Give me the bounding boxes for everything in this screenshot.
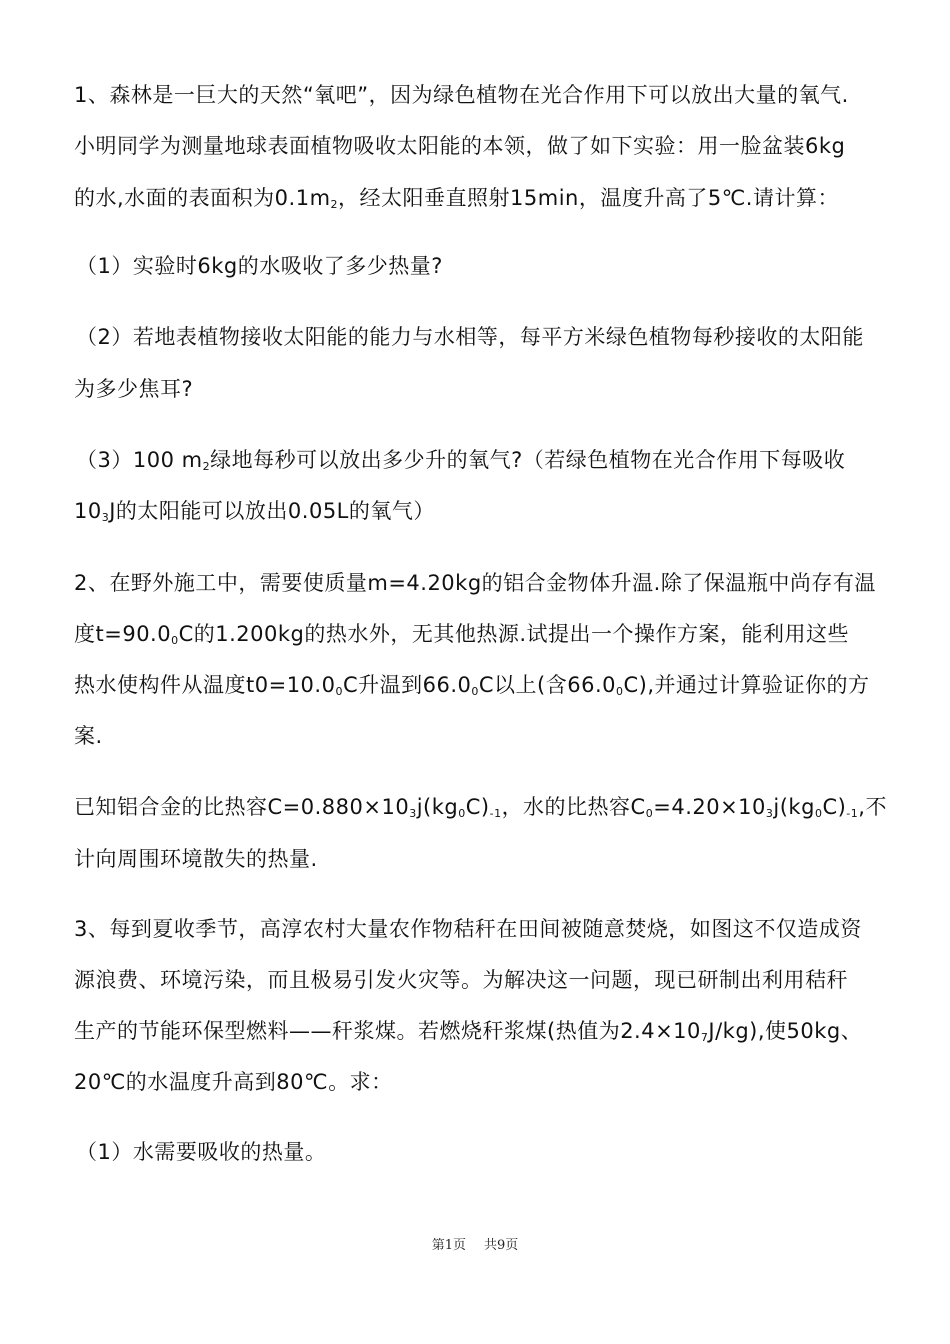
q3-line-2: 源浪费、环境污染，而且极易引发火灾等。为解决这一问题，现已研制出利用秸秆 [74,968,848,992]
q3-line-4: 20℃的水温度升高到80℃。求： [74,1070,393,1094]
page-total: 共9页 [484,1238,519,1253]
q1-line-2: 小明同学为测量地球表面植物吸收太阳能的本领，做了如下实验：用一脸盆装6kg [74,134,846,158]
q1-subquestion-3-line-1: （3）100 m2绿地每秒可以放出多少升的氧气?（若绿色植物在光合作用下每吸收 [76,448,846,473]
q1-subquestion-3-line-2: 103J的太阳能可以放出0.05L的氧气） [74,499,435,524]
q1-line-3: 的水,水面的表面积为0.1m2，经太阳垂直照射15min，温度升高了5℃.请计算： [74,186,839,211]
page-footer [0,1234,950,1253]
q1-line-1: 1、森林是一巨大的天然“氧吧”，因为绿色植物在光合作用下可以放出大量的氧气. [74,83,849,107]
q1-subquestion-2-line-2: 为多少焦耳? [74,377,194,401]
q1-subquestion-1: （1）实验时6kg的水吸收了多少热量? [76,254,443,278]
q2-line-6: 计向周围环境散失的热量. [74,847,318,871]
q3-line-1: 3、每到夏收季节，高淳农村大量农作物秸秆在田间被随意焚烧，如图这不仅造成资 [74,917,862,941]
q2-line-5: 已知铝合金的比热容C=0.880×103j(kg0C)-1，水的比热容C0=4.20×103j(kg0C)-1,不 [74,795,887,820]
q2-line-1: 2、在野外施工中，需要使质量m=4.20kg的铝合金物体升温.除了保温瓶中尚存有温 [74,571,876,595]
q3-line-3: 生产的节能环保型燃料——秆浆煤。若燃烧秆浆煤(热值为2.4×107J/kg),使50kg、 [74,1019,863,1044]
q2-line-3: 热水使构件从温度t0=10.00C升温到66.00C以上(含66.00C),并通过计算验证你的方 [74,673,870,698]
q2-line-4: 案. [74,724,103,748]
q2-line-2: 度t=90.00C的1.200kg的热水外，无其他热源.试提出一个操作方案，能利用这些 [74,622,850,647]
q1-subquestion-2-line-1: （2）若地表植物接收太阳能的能力与水相等，每平方米绿色植物每秒接收的太阳能 [76,325,864,349]
page-number: 第1页 [431,1238,466,1253]
q3-subquestion-1: （1）水需要吸收的热量。 [76,1140,327,1164]
